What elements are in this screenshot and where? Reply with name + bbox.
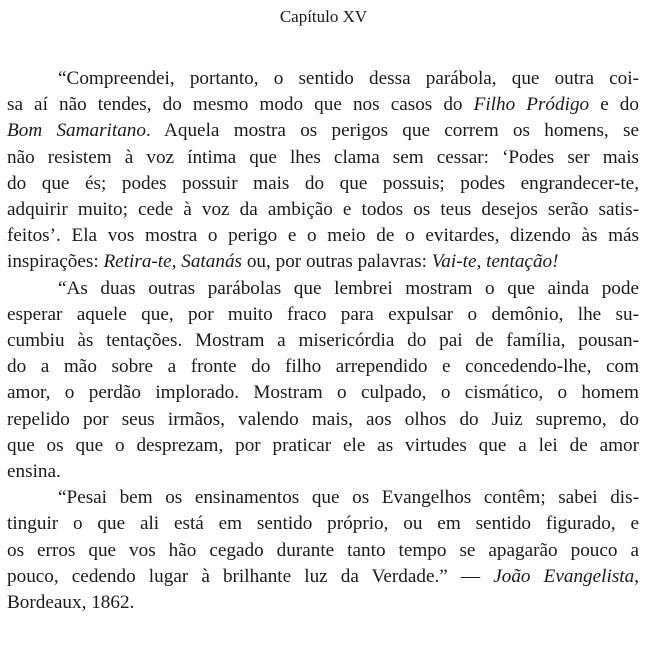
italic-text: Retira-te, Satanás (103, 251, 243, 273)
italic-text: Vai-te, tentação! (431, 251, 559, 273)
text-line: cumbiu às tentações. Mostram a misericórdia do pai de família, pousan- (7, 330, 639, 352)
text-line: pouco, cedendo lugar à brilhante luz da Verdade.” — João Evangelista, (7, 565, 640, 587)
paragraph (7, 485, 639, 616)
text-line: “As duas outras parábolas que lembrei mostram o que ainda pode (58, 277, 639, 299)
text-line: “Pesai bem os ensinamentos que os Evangelhos contêm; sabei dis- (58, 487, 639, 509)
text-line: esperar aquele que, por muito fraco para expulsar o demônio, lhe su- (7, 303, 639, 325)
text-line: sa aí não tendes, do mesmo modo que nos casos do Filho Pródigo e do (7, 94, 639, 116)
text-line: que os que o desprezam, por praticar ele as virtudes que a lei de amor (7, 434, 639, 456)
text-line: adquirir muito; cede à voz da ambição e todos os teus desejos serão satis- (7, 199, 639, 221)
italic-text: Bom Samaritano (7, 120, 146, 142)
paragraph (7, 66, 639, 276)
text-line: feitos’. Ela vos mostra o perigo e o meio de o evitardes, dizendo às más (7, 225, 639, 247)
text-line: tinguir o que ali está em sentido próprio, ou em sentido figurado, e (7, 513, 639, 535)
text-line: do a mão sobre a fronte do filho arrependido e concedendo-lhe, com (7, 356, 639, 378)
text-line: não resistem à voz íntima que lhes clama sem cessar: ‘Podes ser mais (7, 146, 639, 168)
text-line: “Compreendei, portanto, o sentido dessa parábola, que outra coi- (58, 68, 639, 89)
text-line: amor, o perdão implorado. Mostram o culpado, o cismático, o homem (7, 382, 639, 404)
text-line: repelido por seus irmãos, valendo mais, aos olhos do Juiz supremo, do (7, 408, 639, 430)
text-line: ensina. (7, 461, 61, 483)
paragraph (7, 276, 639, 486)
chapter-header: Capítulo XV (279, 7, 368, 26)
text-line: os erros que vos hão cegado durante tanto tempo se apagarão pouco a (7, 539, 639, 561)
italic-text: João Evangelista (493, 565, 635, 587)
text-line: Bordeaux, 1862. (7, 592, 135, 614)
text-body (7, 66, 639, 616)
text-line: inspirações: Retira-te, Satanás ou, por outras palavras: Vai-te, tentação! (7, 251, 559, 273)
text-line: Bom Samaritano. Aquela mostra os perigos que correm os homens, se (7, 120, 639, 142)
italic-text: Filho Pródigo (473, 94, 590, 116)
text-line: do que és; podes possuir mais do que possuis; podes engrandecer-te, (7, 172, 639, 194)
